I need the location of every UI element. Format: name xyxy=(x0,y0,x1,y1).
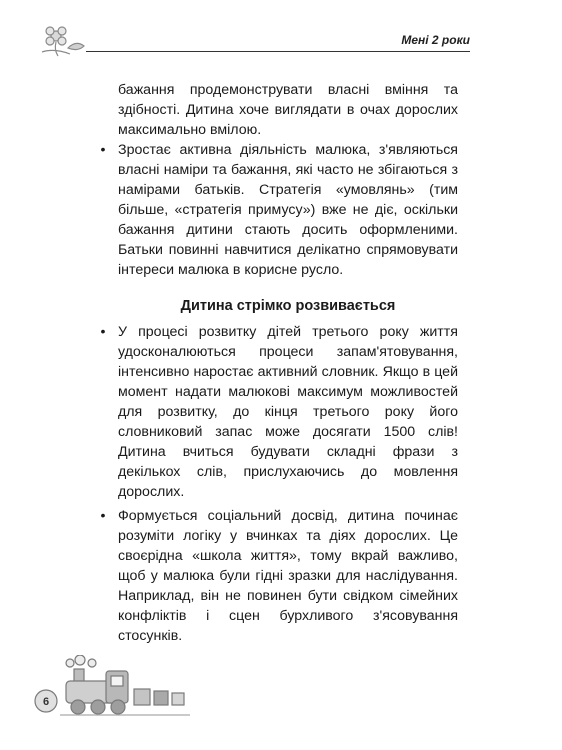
running-header-title: Мені 2 роки xyxy=(401,33,470,47)
section-heading: Дитина стрімко розвивається xyxy=(180,298,396,314)
list-item xyxy=(100,140,458,280)
list-item xyxy=(100,506,458,646)
page-content xyxy=(100,80,458,650)
page-number: 6 xyxy=(42,696,50,708)
list-item-text: Формується соціальний досвід, дитина починає розуміти логіку у вчинках та діях дорослих. Це своєрідна «школа життя», тому вкрай важливо, щоб у малюка були гідні зразки для наслідування. Наприклад, він не повинен бути свідком сімейних конфліктів і сцен бурхливого з'ясовування стосунків. xyxy=(118,508,458,644)
list-item-text: Зростає активна діяльність малюка, з'являються власні наміри та бажання, які часто не збігаються з намірами батьків. Стратегія «умовлянь» (тим більше, «стратегія примусу») вже не діє, оскільки бажання дитини стають досить оформленими. Батьки повинні навчитися делікатно спрямовувати інтереси малюка в корисне русло. xyxy=(118,142,458,278)
flower-decoration-icon xyxy=(40,22,100,58)
bullet-marker: • xyxy=(100,508,106,524)
header-rule xyxy=(86,51,470,52)
bullet-marker: • xyxy=(100,324,106,340)
toy-train-decoration-icon xyxy=(30,655,200,725)
list-item xyxy=(100,322,458,502)
list-item-text: У процесі розвитку дітей третього року життя удосконалюються процеси запам'ятовування, інтенсивно наростає активний словник. Якщо в цей момент надати малюкові максимум можливостей для розвитку, до кінця третього року його словниковий запас може досягати 1500 слів! Дитина вчиться будувати складні фрази з декількох слів, прислухаючись до мовлення дорослих. xyxy=(118,324,458,500)
bullet-marker: • xyxy=(100,142,106,158)
intro-paragraph: бажання продемонструвати власні вміння та здібності. Дитина хоче виглядати в очах дорослих максимально вмілою. xyxy=(118,82,458,138)
